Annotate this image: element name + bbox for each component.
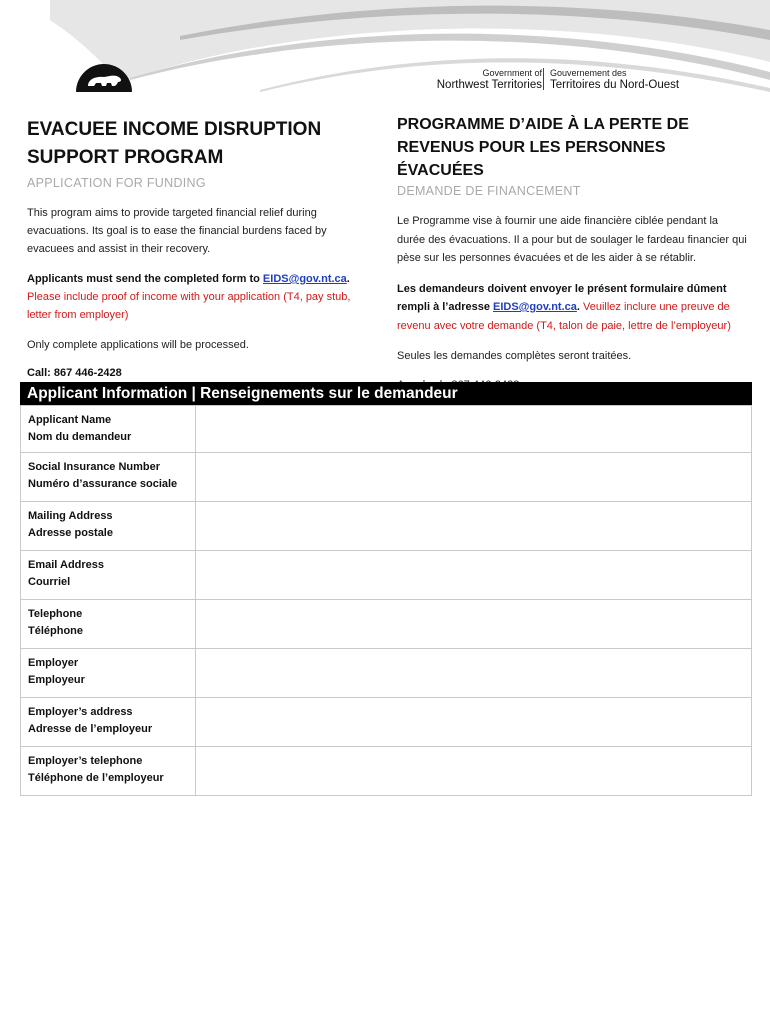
french-email-link[interactable]: EIDS@gov.nt.ca (493, 301, 577, 313)
english-title-line1: EVACUEE INCOME DISRUPTION (27, 119, 322, 140)
french-intro-column (397, 113, 747, 406)
field-label-fr: Courriel (28, 575, 71, 588)
english-proof-note: Please include proof of income with your application (T4, pay stub, letter from employer) (27, 291, 351, 321)
sin-row (21, 453, 752, 502)
french-email-period: . (576, 301, 580, 313)
field-label (21, 551, 196, 600)
french-subtitle: DEMANDE DE FINANCEMENT (397, 184, 581, 198)
field-label-en: Employer’s address (28, 706, 133, 718)
field-label-en: Telephone (28, 608, 83, 620)
field-label-fr: Nom du demandeur (28, 430, 132, 443)
field-label-fr: Numéro d’assurance sociale (28, 477, 178, 490)
employer-address-row (21, 698, 752, 747)
field-label-fr: Adresse postale (28, 526, 113, 539)
applicant-name-row (21, 406, 752, 453)
employer-telephone-row (21, 747, 752, 796)
employer-input[interactable] (195, 649, 751, 698)
employer-address-input[interactable] (195, 698, 751, 747)
field-label-en: Applicant Name (28, 414, 112, 426)
telephone-input[interactable] (195, 600, 751, 649)
applicant-information-form (20, 382, 752, 796)
applicant-section-heading: Applicant Information | Renseignements sur le demandeur (20, 382, 752, 405)
email-input[interactable] (195, 551, 751, 600)
gov-fr-name: Territoires du Nord-Ouest (550, 79, 680, 91)
applicant-name-input[interactable] (195, 406, 751, 453)
field-label-en: Employer (28, 657, 79, 669)
english-email-link[interactable]: EIDS@gov.nt.ca (262, 273, 347, 285)
french-title-line1: PROGRAMME D’AIDE À LA PERTE DE (397, 116, 689, 133)
french-send-instructions (397, 280, 747, 336)
english-title-line2: SUPPORT PROGRAM (27, 147, 224, 168)
email-row (21, 551, 752, 600)
field-label (21, 698, 196, 747)
field-label-en: Social Insurance Number (28, 461, 161, 473)
telephone-row (21, 600, 752, 649)
english-subtitle: APPLICATION FOR FUNDING (27, 176, 206, 190)
employer-telephone-input[interactable] (195, 747, 751, 796)
field-label (21, 406, 196, 453)
field-label-fr: Adresse de l’employeur (28, 722, 153, 735)
french-title-line2: REVENUS POUR LES PERSONNES ÉVACUÉES (397, 139, 666, 179)
mailing-address-row (21, 502, 752, 551)
field-label (21, 453, 196, 502)
field-label-fr: Téléphone de l’employeur (28, 771, 164, 784)
french-title (397, 113, 747, 182)
english-title (27, 116, 357, 172)
field-label-en: Employer’s telephone (28, 755, 143, 767)
mailing-address-input[interactable] (195, 502, 751, 551)
field-label (21, 747, 196, 796)
page-header (0, 0, 770, 105)
english-complete-note: Only complete applications will be processed. (27, 339, 249, 351)
field-label-en: Mailing Address (28, 510, 113, 522)
applicant-fields-table (20, 405, 752, 796)
english-send-instructions (27, 270, 357, 324)
gov-fr-small: Gouvernement des (550, 68, 627, 78)
field-label-fr: Téléphone (28, 624, 84, 637)
french-intro: Le Programme vise à fournir une aide financière ciblée pendant la durée des évacuations. Il a pour but de soulager le fardeau financier qui pèse sur les personnes évacuées et de les aider à se rétablir. (397, 215, 747, 264)
sin-input[interactable] (195, 453, 751, 502)
french-send-bold: Les demandeurs doivent envoyer le présent formulaire dûment rempli à l’adresse (397, 282, 727, 313)
government-wordmark (424, 68, 679, 91)
nwt-polar-bear-logo (74, 46, 134, 96)
english-intro: This program aims to provide targeted financial relief during evacuations. Its goal is to ease the financial burdens faced by evacuees and assist in their recovery. (27, 207, 327, 255)
english-send-bold: Applicants must send the completed form to (27, 273, 260, 285)
employer-row (21, 649, 752, 698)
field-label-en: Email Address (28, 559, 105, 571)
field-label (21, 649, 196, 698)
field-label-fr: Employeur (28, 673, 85, 686)
english-email-period: . (346, 273, 350, 285)
field-label (21, 502, 196, 551)
field-label (21, 600, 196, 649)
gov-en-name: Northwest Territories (436, 79, 542, 91)
english-intro-column (27, 116, 357, 394)
french-complete-note: Seules les demandes complètes seront traitées. (397, 350, 632, 362)
french-proof-note: Veuillez inclure une preuve de revenu avec votre demande (T4, talon de paie, lettre de l’employeur) (397, 301, 731, 332)
english-call: Call: 867 446-2428 (27, 367, 122, 379)
gov-en-small: Government of (482, 68, 542, 78)
